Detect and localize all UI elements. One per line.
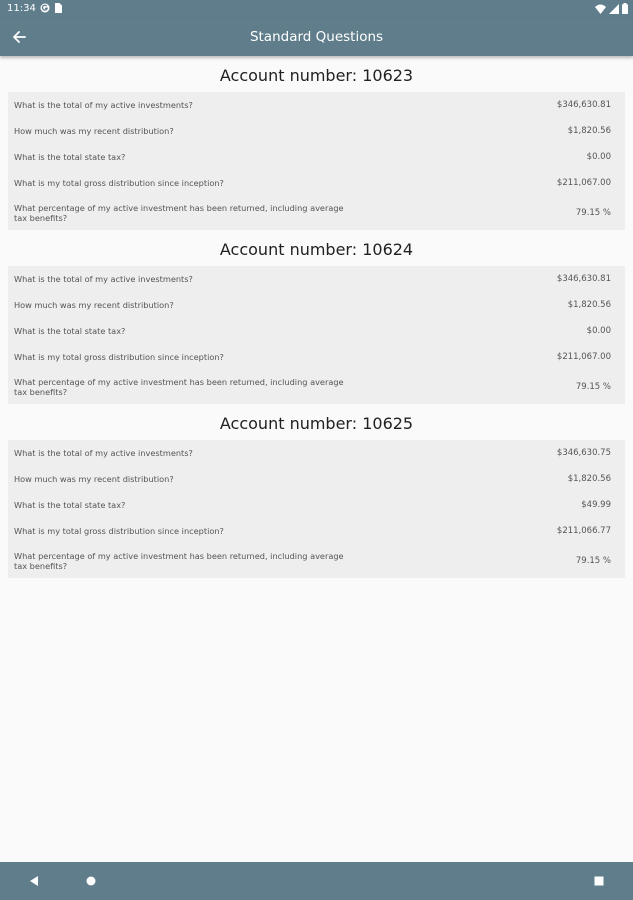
question-text: What percentage of my active investment has been returned, including average tax benefits? bbox=[14, 551, 344, 571]
nav-home-icon[interactable] bbox=[86, 876, 96, 886]
qa-row bbox=[8, 466, 625, 492]
qa-row bbox=[8, 492, 625, 518]
question-text: What is the total of my active investments? bbox=[14, 448, 193, 458]
qa-row bbox=[8, 144, 625, 170]
nav-recents-icon[interactable] bbox=[594, 876, 604, 886]
status-bar bbox=[0, 0, 633, 18]
account-section bbox=[0, 404, 633, 578]
answer-value: $0.00 bbox=[586, 152, 611, 162]
qa-row bbox=[8, 344, 625, 370]
nav-back-icon[interactable] bbox=[28, 875, 40, 887]
qa-card bbox=[8, 266, 625, 404]
qa-card bbox=[8, 440, 625, 578]
qa-row bbox=[8, 92, 625, 118]
answer-value: $0.00 bbox=[586, 326, 611, 336]
qa-row bbox=[8, 170, 625, 196]
questions-list[interactable] bbox=[0, 56, 633, 860]
question-text: How much was my recent distribution? bbox=[14, 300, 174, 310]
status-right-icons bbox=[595, 3, 628, 14]
question-text: What percentage of my active investment has been returned, including average tax benefits? bbox=[14, 203, 344, 223]
question-text: What is the total of my active investments? bbox=[14, 100, 193, 110]
question-text: How much was my recent distribution? bbox=[14, 474, 174, 484]
app-bar bbox=[0, 18, 633, 56]
account-section bbox=[0, 230, 633, 404]
account-title: Account number: 10625 bbox=[219, 414, 414, 433]
answer-value: $346,630.81 bbox=[556, 100, 611, 110]
battery-icon bbox=[622, 3, 628, 14]
answer-value: $211,066.77 bbox=[556, 526, 611, 536]
answer-value: $211,067.00 bbox=[556, 352, 611, 362]
qa-card bbox=[8, 92, 625, 230]
question-text: What is the total state tax? bbox=[14, 326, 126, 336]
qa-row bbox=[8, 196, 625, 230]
qa-row bbox=[8, 440, 625, 466]
qa-row bbox=[8, 118, 625, 144]
answer-value: 79.15 % bbox=[575, 382, 611, 392]
notification-g-icon bbox=[40, 3, 50, 13]
status-left-icons bbox=[40, 3, 62, 13]
question-text: What is my total gross distribution since inception? bbox=[14, 178, 224, 188]
qa-row bbox=[8, 518, 625, 544]
qa-row bbox=[8, 266, 625, 292]
answer-value: $1,820.56 bbox=[567, 300, 611, 310]
signal-icon bbox=[609, 4, 619, 14]
answer-value: $49.99 bbox=[581, 500, 611, 510]
qa-row bbox=[8, 318, 625, 344]
answer-value: 79.15 % bbox=[575, 208, 611, 218]
qa-row bbox=[8, 544, 625, 578]
question-text: What percentage of my active investment has been returned, including average tax benefits? bbox=[14, 377, 344, 397]
qa-row bbox=[8, 292, 625, 318]
question-text: How much was my recent distribution? bbox=[14, 126, 174, 136]
question-text: What is the total state tax? bbox=[14, 500, 126, 510]
question-text: What is my total gross distribution since inception? bbox=[14, 352, 224, 362]
answer-value: $346,630.75 bbox=[556, 448, 611, 458]
answer-value: $346,630.81 bbox=[556, 274, 611, 284]
question-text: What is my total gross distribution since inception? bbox=[14, 526, 224, 536]
answer-value: $1,820.56 bbox=[567, 126, 611, 136]
question-text: What is the total of my active investments? bbox=[14, 274, 193, 284]
wifi-icon bbox=[595, 4, 606, 14]
account-title: Account number: 10624 bbox=[219, 240, 414, 259]
qa-row bbox=[8, 370, 625, 404]
answer-value: 79.15 % bbox=[575, 556, 611, 566]
page-title: Standard Questions bbox=[249, 29, 384, 45]
sim-card-icon bbox=[54, 3, 62, 13]
status-time: 11:34 bbox=[7, 3, 36, 14]
account-title: Account number: 10623 bbox=[219, 66, 414, 85]
system-nav-bar bbox=[0, 862, 633, 900]
answer-value: $1,820.56 bbox=[567, 474, 611, 484]
question-text: What is the total state tax? bbox=[14, 152, 126, 162]
answer-value: $211,067.00 bbox=[556, 178, 611, 188]
account-section bbox=[0, 56, 633, 230]
